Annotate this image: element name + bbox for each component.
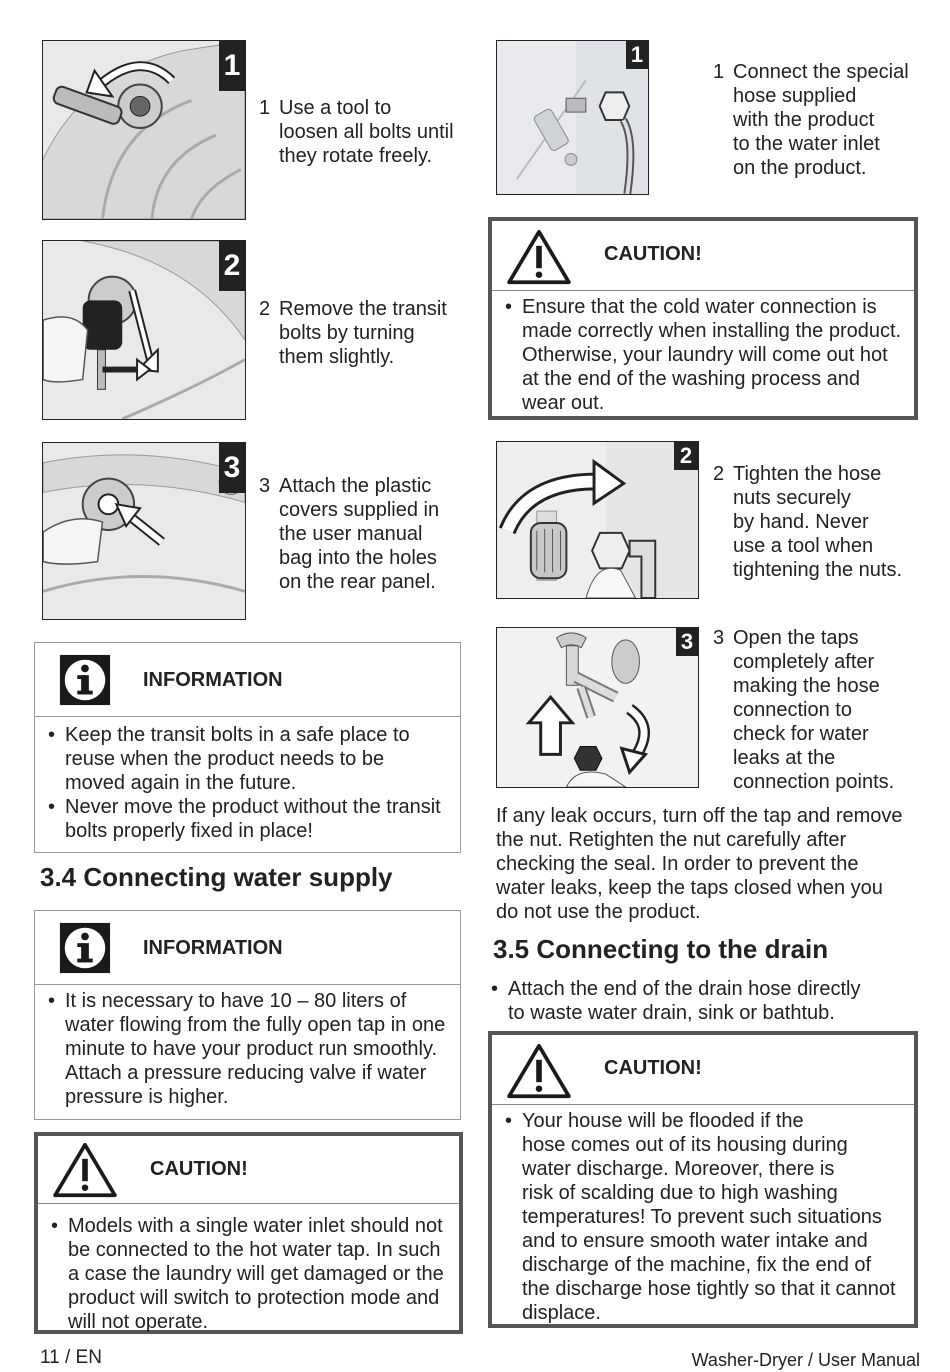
- box-header: [492, 221, 914, 291]
- step-text: Use a tool to loosen all bolts until they rotate freely.: [279, 97, 454, 167]
- step-text: Attach the plastic covers supplied in the user manual bag into the holes on the rear panel.: [279, 475, 440, 593]
- warning-triangle-icon: [52, 1142, 118, 1198]
- figure-connect-hose: [496, 40, 649, 195]
- remove-bolts-illustration: [43, 241, 245, 419]
- attach-covers-illustration: [43, 443, 245, 619]
- step-badge: 1: [219, 41, 245, 91]
- warning-triangle-icon: [506, 1043, 572, 1099]
- document-title: Washer-Dryer / User Manual: [691, 1350, 920, 1370]
- box-title: INFORMATION: [143, 669, 283, 691]
- step-number: 2: [259, 298, 271, 320]
- box-header: [35, 911, 460, 985]
- info-list: [35, 985, 460, 1109]
- step-badge: 2: [674, 442, 698, 470]
- warning-triangle-icon: [506, 229, 572, 285]
- info-list: [35, 717, 460, 843]
- caution-box-cold-water: [488, 217, 918, 420]
- step-badge: 3: [676, 628, 698, 656]
- info-icon: [57, 653, 113, 707]
- step-number: 3: [259, 475, 271, 497]
- step-text: Open the taps completely after making the hose connection to check for water leaks at the connection points.: [733, 627, 895, 793]
- step-number: 3: [713, 627, 725, 649]
- box-header: [35, 643, 460, 717]
- figure-open-taps: [496, 627, 699, 788]
- info-icon: [57, 921, 113, 975]
- caution-list: [492, 291, 914, 415]
- list-item: • It is necessary to have 10 – 80 liters of water flowing from the fully open tap in one minute to have your product run smoothly. Attach a pressure reducing valve if water pressure is higher.: [35, 989, 460, 1109]
- figure-loosen-bolts: [42, 40, 246, 220]
- caution-box-drain: [488, 1031, 918, 1328]
- figure-tighten-nuts: [496, 441, 699, 599]
- box-title: CAUTION!: [604, 1057, 702, 1079]
- box-header: [492, 1035, 914, 1105]
- list-item: • Models with a single water inlet should not be connected to the hot water tap. In such a case the laundry will get damaged or the product will switch to protection mode and will not operate.: [38, 1214, 459, 1334]
- step-badge: 2: [219, 241, 245, 291]
- list-item: • Never move the product without the transit bolts properly fixed in place!: [35, 795, 460, 843]
- drain-list: [478, 977, 918, 1025]
- caution-list: [38, 1204, 459, 1334]
- figure-attach-covers: [42, 442, 246, 620]
- tighten-nuts-illustration: [497, 442, 698, 598]
- loosen-bolts-illustration: [43, 41, 245, 219]
- open-taps-illustration: [497, 628, 698, 787]
- step-number: 2: [713, 463, 725, 485]
- list-item: • Your house will be flooded if the hose comes out of its housing during water discharge. Moreover, there is risk of scalding due to high washing temperatures! To prevent such situations and to ensure smooth water intake and discharge of the machine, fix the end of the discharge hose tightly so that it cannot displace.: [492, 1109, 914, 1325]
- section-heading-3-4: 3.4 Connecting water supply: [40, 862, 393, 892]
- box-title: INFORMATION: [143, 937, 283, 959]
- caution-box-hot-water: [34, 1132, 463, 1334]
- box-title: CAUTION!: [150, 1158, 248, 1180]
- information-box-transit-bolts: [34, 642, 461, 853]
- caution-list: [492, 1105, 914, 1325]
- step-badge: 3: [219, 443, 245, 493]
- list-item: • Ensure that the cold water connection is made correctly when installing the product. Otherwise, your laundry will come out hot at the end of the washing process and wear out.: [492, 295, 914, 415]
- box-title: CAUTION!: [604, 243, 702, 265]
- list-item: • Keep the transit bolts in a safe place to reuse when the product needs to be moved again in the future.: [35, 723, 460, 795]
- box-header: [38, 1136, 459, 1204]
- list-item: • Attach the end of the drain hose directly to waste water drain, sink or bathtub.: [478, 977, 918, 1025]
- section-heading-3-5: 3.5 Connecting to the drain: [493, 934, 829, 964]
- drain-bullet-list: [478, 977, 918, 1029]
- step-number: 1: [713, 61, 725, 83]
- figure-remove-bolts: [42, 240, 246, 420]
- leak-paragraph: If any leak occurs, turn off the tap and remove the nut. Retighten the nut carefully after checking the seal. In order to prevent the water leaks, keep the taps closed when you do not use the product.: [496, 805, 903, 923]
- step-text: Connect the special hose supplied with the product to the water inlet on the product.: [733, 61, 909, 179]
- step-text: Remove the transit bolts by turning them slightly.: [279, 298, 447, 368]
- information-box-water-flow: [34, 910, 461, 1120]
- step-number: 1: [259, 97, 271, 119]
- page-number: 11 / EN: [40, 1347, 102, 1368]
- step-text: Tighten the hose nuts securely by hand. Never use a tool when tightening the nuts.: [733, 463, 903, 581]
- step-badge: 1: [626, 41, 648, 69]
